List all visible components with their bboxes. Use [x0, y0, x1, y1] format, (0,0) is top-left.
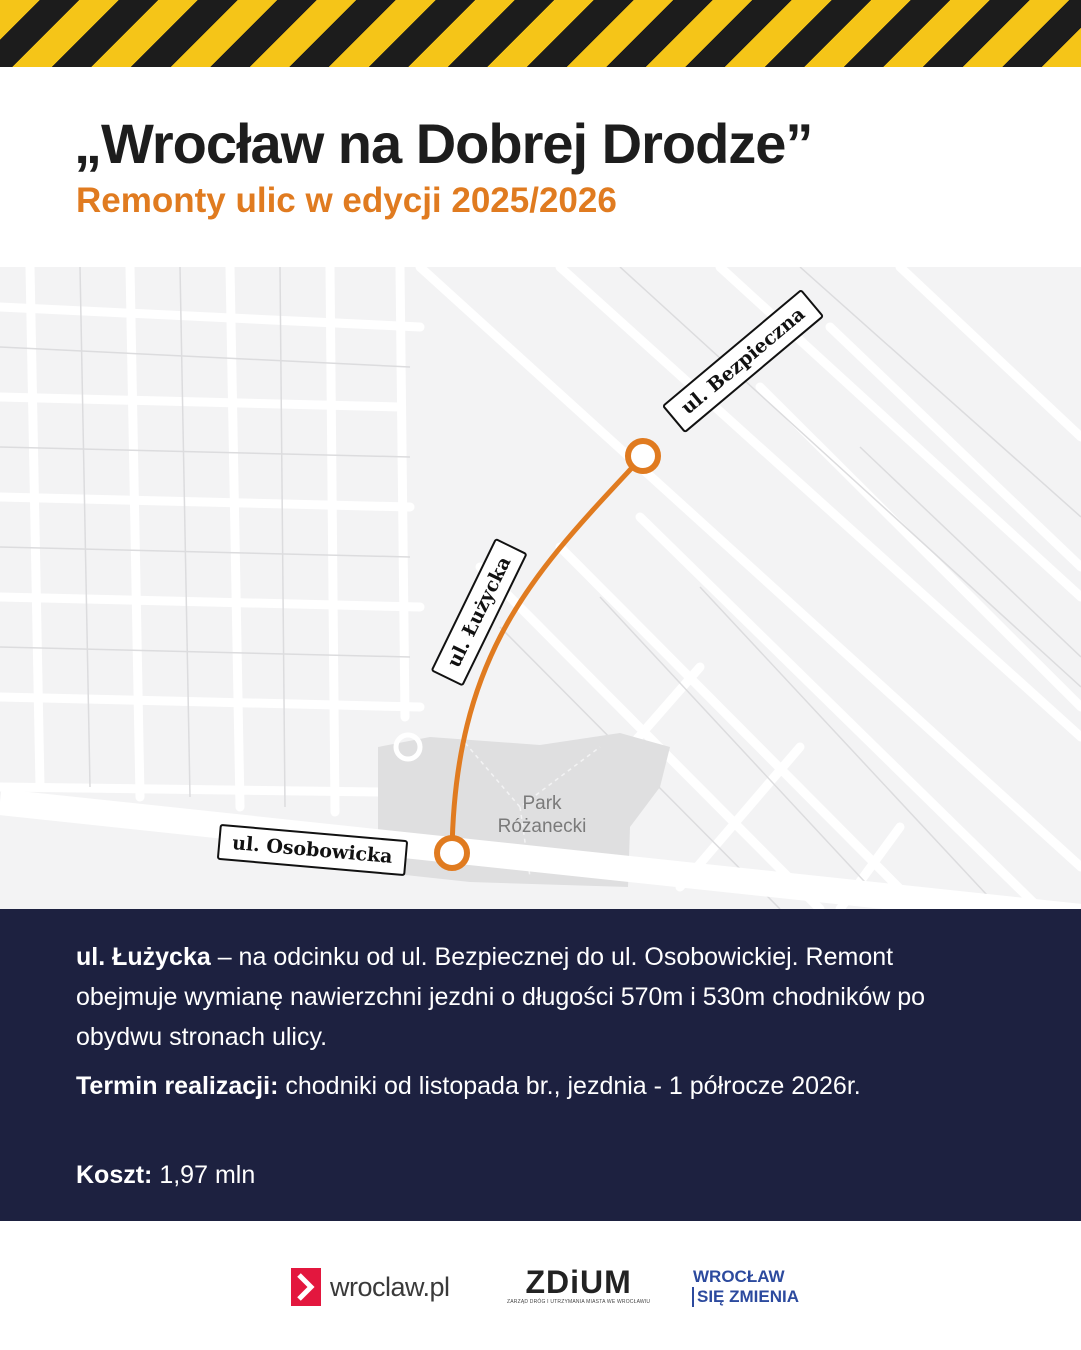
cost-value: 1,97 mln: [152, 1161, 256, 1189]
term-paragraph: [76, 1066, 976, 1106]
label-ul-osobowicka: ul. Osobowicka: [217, 824, 408, 876]
zdium-logo[interactable]: [507, 1265, 650, 1305]
park-label-line1: Park: [522, 793, 562, 814]
park-label: [487, 792, 597, 838]
header: [0, 67, 1081, 267]
info-panel: [0, 909, 1081, 1221]
wroclaw-sie-zmienia-logo[interactable]: [693, 1267, 799, 1307]
hazard-stripe-band: [0, 0, 1081, 67]
footer: [0, 1221, 1081, 1350]
description-paragraph: [76, 937, 976, 1057]
page-subtitle: Remonty ulic w edycji 2025/2026: [76, 181, 617, 220]
chevron-right-icon: [291, 1268, 321, 1306]
term-label: Termin realizacji:: [76, 1072, 279, 1100]
label-ul-luzycka: ul. Łużycka: [431, 537, 528, 686]
wroclaw-pl-text: wroclaw.pl: [330, 1271, 450, 1302]
description-text: – na odcinku od ul. Bezpiecznej do ul. Osobowickiej. Remont obejmuje wymianę nawierzchni jezdni o długości 570m i 530m chodników po obydwu stronach ulicy.: [76, 943, 926, 1051]
map[interactable]: [0, 267, 1081, 909]
route-start-marker: [628, 441, 658, 471]
label-ul-bezpieczna: ul. Bezpieczna: [662, 289, 825, 434]
page-title: „Wrocław na Dobrej Drodze”: [74, 112, 813, 175]
cost-paragraph: [76, 1155, 976, 1195]
park-label-line2: Różanecki: [497, 816, 587, 837]
term-value: chodniki od listopada br., jezdnia - 1 półrocze 2026r.: [278, 1072, 861, 1100]
cost-label: Koszt:: [76, 1161, 153, 1189]
wsz-line2: SIĘ ZMIENIA: [692, 1287, 799, 1307]
wroclaw-pl-logo[interactable]: [291, 1268, 450, 1306]
route-end-marker: [437, 838, 467, 868]
wsz-line1: WROCŁAW: [693, 1267, 785, 1286]
zdium-text: ZDiUM: [525, 1264, 632, 1300]
zdium-subtext: ZARZĄD DRÓG I UTRZYMANIA MIASTA WE WROCŁAWIU: [507, 1299, 651, 1305]
street-name: ul. Łużycka: [76, 943, 211, 971]
